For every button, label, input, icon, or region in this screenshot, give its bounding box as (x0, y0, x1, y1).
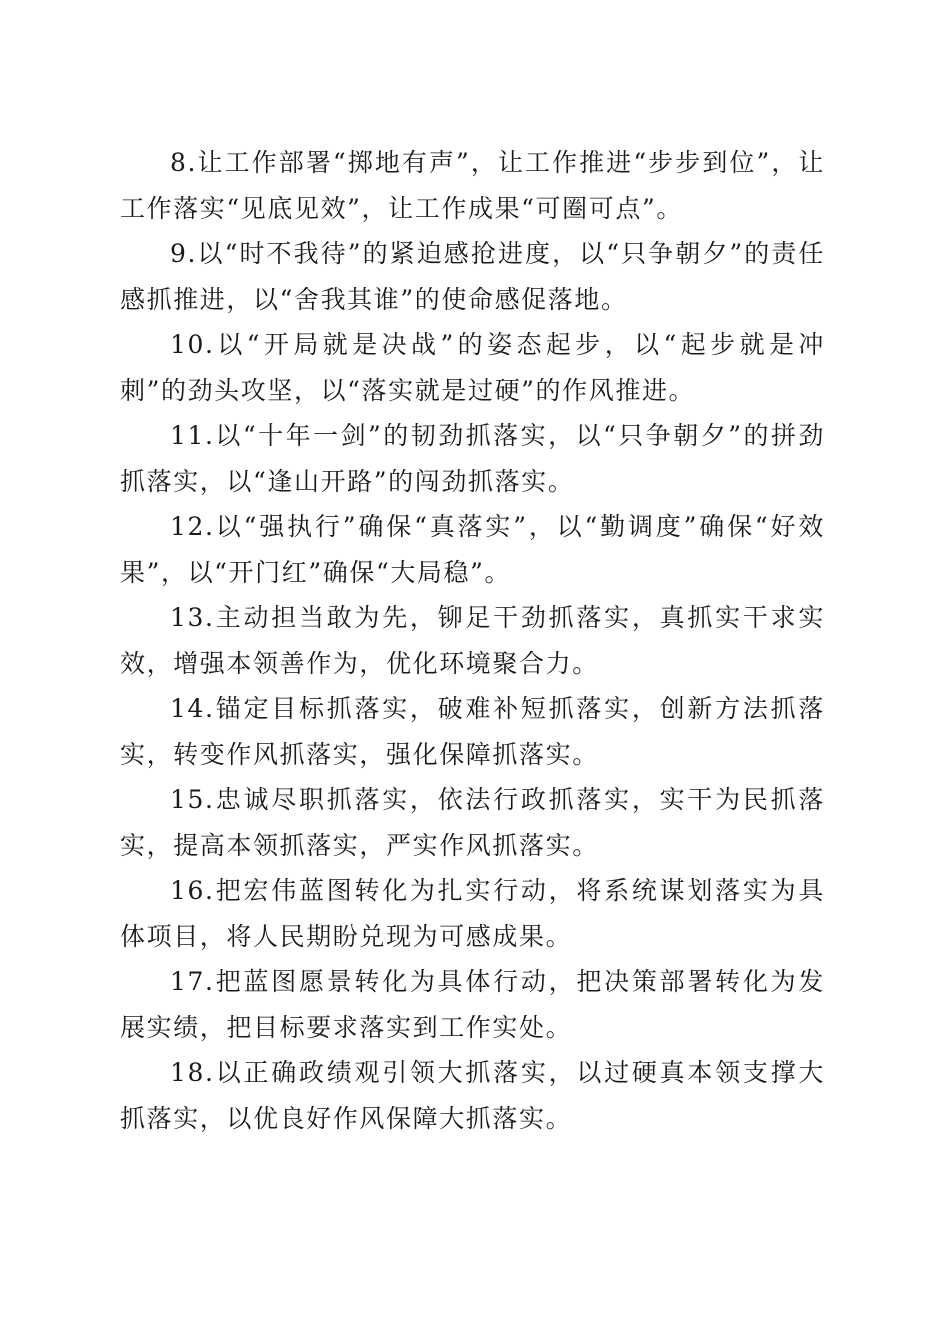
paragraph-item-16: 16.把宏伟蓝图转化为扎实行动，将系统谋划落实为具体项目，将人民期盼兑现为可感成果。 (120, 876, 825, 951)
paragraph-item-8: 8.让工作部署“掷地有声”，让工作推进“步步到位”，让工作落实“见底见效”，让工作成果“可圈可点”。 (120, 148, 825, 223)
paragraph-item-18: 18.以正确政绩观引领大抓落实，以过硬真本领支撑大抓落实，以优良好作风保障大抓落实。 (120, 1058, 825, 1133)
paragraph-item-15: 15.忠诚尽职抓落实，依法行政抓落实，实干为民抓落实，提高本领抓落实，严实作风抓落实。 (120, 785, 825, 860)
paragraph-item-9: 9.以“时不我待”的紧迫感抢进度，以“只争朝夕”的责任感抓推进，以“舍我其谁”的使命感促落地。 (120, 239, 825, 314)
paragraph-item-10: 10.以“开局就是决战”的姿态起步，以“起步就是冲刺”的劲头攻坚，以“落实就是过硬”的作风推进。 (120, 330, 825, 405)
paragraph-item-17: 17.把蓝图愿景转化为具体行动，把决策部署转化为发展实绩，把目标要求落实到工作实处。 (120, 967, 825, 1042)
document-body (120, 140, 825, 1141)
paragraph-item-11: 11.以“十年一剑”的韧劲抓落实，以“只争朝夕”的拼劲抓落实，以“逢山开路”的闯劲抓落实。 (120, 421, 825, 496)
paragraph-item-13: 13.主动担当敢为先，铆足干劲抓落实，真抓实干求实效，增强本领善作为，优化环境聚合力。 (120, 603, 825, 678)
paragraph-item-14: 14.锚定目标抓落实，破难补短抓落实，创新方法抓落实，转变作风抓落实，强化保障抓落实。 (120, 694, 825, 769)
paragraph-item-12: 12.以“强执行”确保“真落实”，以“勤调度”确保“好效果”，以“开门红”确保“大局稳”。 (120, 512, 825, 587)
